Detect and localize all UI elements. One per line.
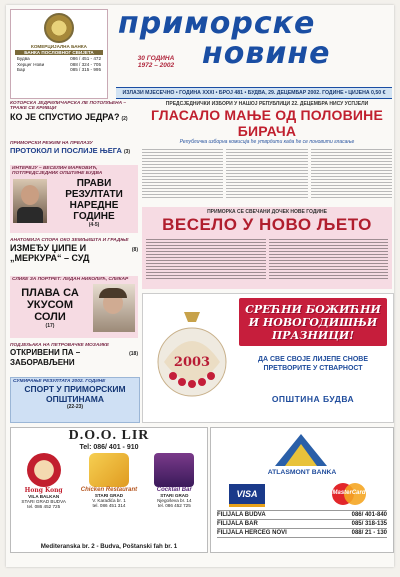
sidebar-teaser[interactable]: КОТОРСКА ЈЕДРИЛИЧАРСКА ЛЕ ПОТОПЉЕНА – ТРАЖЕ СЕ КРИВЦИ КО ЈЕ СПУСТИО ЈЕДРА? (2) bbox=[10, 101, 128, 122]
holiday-wishes-banner: СРЕЋНИ БОЖИЋНИ И НОВОГОДИШЊИ ПРАЗНИЦИ! bbox=[239, 298, 387, 346]
portrait-photo bbox=[93, 284, 135, 332]
bank-branch: Бар 085 / 315 - 995 bbox=[17, 66, 101, 72]
mastercard-icon: MasterCard bbox=[329, 482, 369, 506]
sidebar-teaser[interactable]: СУМИРАЊЕ РЕЗУЛТАТА 2002. ГОДИНЕ СПОРТ У ПРИМОРСКИМ ОПШТИНАМА (22-23) bbox=[10, 377, 140, 423]
newspaper-front-page bbox=[6, 5, 394, 567]
atlasmont-name: ATLASMONT BANKA bbox=[267, 469, 337, 476]
teaser-headline: ИЗМЕЂУ ЏИПЕ И „МЕРКУРА“ – СУД bbox=[10, 243, 90, 264]
bank-branch: Будва 086 / 451 - 472 bbox=[17, 56, 101, 62]
branch-row: FILIJALA BAR 085/ 318-135 bbox=[217, 521, 387, 527]
sidebar-teaser[interactable]: АНАТОМИЈА СПОРА ОКО ЗЕМЉИШТА И ГРАДЊЕ ИЗМЕЂУ ЏИПЕ И „МЕРКУРА“ – СУД (8) bbox=[10, 238, 138, 264]
lir-company-name: D.O.O. LIR bbox=[68, 428, 150, 443]
sidebar-teaser[interactable]: ИНТЕРВЈУ – ВЕСЕЛИН МАРКОВИЋ, ПОТПРЕДСЈЕДНИК ОПШТИНЕ БУДВА ПРАВИ РЕЗУЛТАТИ НАРЕДНЕ ГОДИНЕ (4-5) bbox=[10, 165, 138, 233]
lead-kicker: ПРЕДСЈЕДНИЧКИ ИЗБОРИ У НАШОЈ РЕПУБЛИЦИ 22. ДЕЦЕМБРА НИСУ УСПЈЕЛИ bbox=[165, 101, 369, 107]
hong-kong-logo-icon bbox=[27, 453, 61, 487]
venue: Hong Kong VILA BALKAN STARI GRAD BUDVA tel. 086 452 725 bbox=[14, 453, 74, 510]
cocktail-logo-icon bbox=[154, 453, 194, 487]
visa-card-icon: VISA bbox=[229, 484, 265, 507]
lir-restaurants-ad bbox=[10, 427, 208, 553]
teaser-headline: ОТКРИВЕНИ ПА – ЗАБОРАВЉЕНИ bbox=[10, 348, 81, 368]
greeting-kicker: ПРИМОРКА СЕ СВЕЧАНИ ДОЧЕК НОВЕ ГОДИНЕ bbox=[207, 209, 327, 215]
masthead-title-line1: приморске bbox=[118, 6, 316, 41]
issue-info-bar: ИЗЛАЗИ МЈЕСЕЧНО • ГОДИНА XXXI • БРОЈ 481 • БУДВА, 29. ДЕЦЕМБАР 2002. ГОДИНЕ • ЦИЈЕНА 0,50 € bbox=[116, 87, 392, 99]
portrait-photo bbox=[13, 179, 47, 223]
holiday-ad bbox=[142, 293, 394, 423]
bank-slogan: БАНКА ПОСЛОВНОГ СВИЈЕТА bbox=[15, 50, 103, 55]
teaser-headline: ПЛАВА СА УКУСОМ СОЛИ bbox=[21, 287, 79, 324]
holiday-signature: ОПШТИНА БУДВА bbox=[271, 394, 355, 404]
chicken-logo-icon bbox=[89, 453, 129, 487]
venue: Cocktail Bar STARI GRAD Njegoševa br. 14 tel. 086 452 725 bbox=[144, 453, 204, 510]
greeting-title: ВЕСЕЛО У НОВО ЉЕТО bbox=[162, 215, 372, 234]
svg-text:2003: 2003 bbox=[173, 355, 211, 370]
holiday-message: ДА СВЕ СВОЈЕ ЛИЈЕПЕ СНОВЕ ПРЕТВОРИТЕ У СТВАРНОСТ bbox=[257, 356, 369, 372]
bank-branch: Херцег Нови 088 / 324 - 705 bbox=[17, 61, 101, 67]
teaser-headline: КО ЈЕ СПУСТИО ЈЕДРА? bbox=[10, 111, 120, 122]
lir-phone: Tel: 086/ 401 - 910 bbox=[79, 444, 139, 451]
sidebar-teaser[interactable]: ПРИМОРСКИ РЕЖИМ НА ПРЕЛАЗУ ПРОТОКОЛ И ПОСЛИЈЕ ЊЕГА (3) bbox=[10, 141, 131, 156]
atlasmont-bank-ad bbox=[210, 427, 394, 553]
lir-address: Mediteranska br. 2 - Budva, Poštanski fah br. 1 bbox=[40, 543, 178, 550]
masthead bbox=[116, 6, 392, 85]
anniversary: 30 ГОДИНА bbox=[137, 55, 175, 62]
lead-subtitle: Републичка изборна комисија ће утврдити када ће се поновити гласање bbox=[179, 139, 355, 145]
lead-article bbox=[142, 101, 392, 199]
bank-branch-list bbox=[217, 510, 387, 538]
teaser-headline: СПОРТ У ПРИМОРСКИМ ОПШТИНАМА bbox=[24, 384, 126, 404]
greeting-article bbox=[142, 207, 392, 289]
bank-name: КОМЕРЦИЈАЛНА БАНКА bbox=[31, 44, 87, 49]
sidebar-teaser[interactable]: ПОДЈЕЉАКА НА ПЕТРОВАЧКЕ МОЗАИКЕ ОТКРИВЕНИ ПА – ЗАБОРАВЉЕНИ (18) bbox=[10, 343, 138, 368]
bank-logo bbox=[44, 13, 74, 43]
teaser-headline: ПРАВИ РЕЗУЛТАТИ НАРЕДНЕ ГОДИНЕ bbox=[65, 177, 123, 222]
atlasmont-logo-icon bbox=[273, 432, 329, 468]
teaser-headline: ПРОТОКОЛ И ПОСЛИЈЕ ЊЕГА bbox=[10, 146, 122, 156]
venue: Chicken Restaurant STARI GRAD V. Karađića br. 1 tel. 086 451 314 bbox=[79, 453, 139, 510]
branch-row: FILIJALA HERCEG NOVI 088/ 21 - 130 bbox=[217, 530, 387, 536]
bank-ad bbox=[10, 9, 108, 99]
anniversary-years: 1972 – 2002 bbox=[137, 62, 175, 69]
lead-body-columns bbox=[142, 147, 392, 199]
masthead-title-line2: новине bbox=[202, 36, 331, 71]
sidebar-teaser[interactable]: СЛИКЕ ЗА ПОРТРЕТ: ЛИДАН НИКОЛИЋ, СЛИКАР ПЛАВА СА УКУСОМ СОЛИ (17) bbox=[10, 276, 138, 338]
lead-title: ГЛАСАЛО МАЊЕ ОД ПОЛОВИНЕ БИРАЧА bbox=[151, 107, 383, 139]
branch-row: FILIJALA BUDVA 086/ 401-840 bbox=[217, 512, 387, 518]
christmas-ornament-icon bbox=[149, 300, 235, 412]
